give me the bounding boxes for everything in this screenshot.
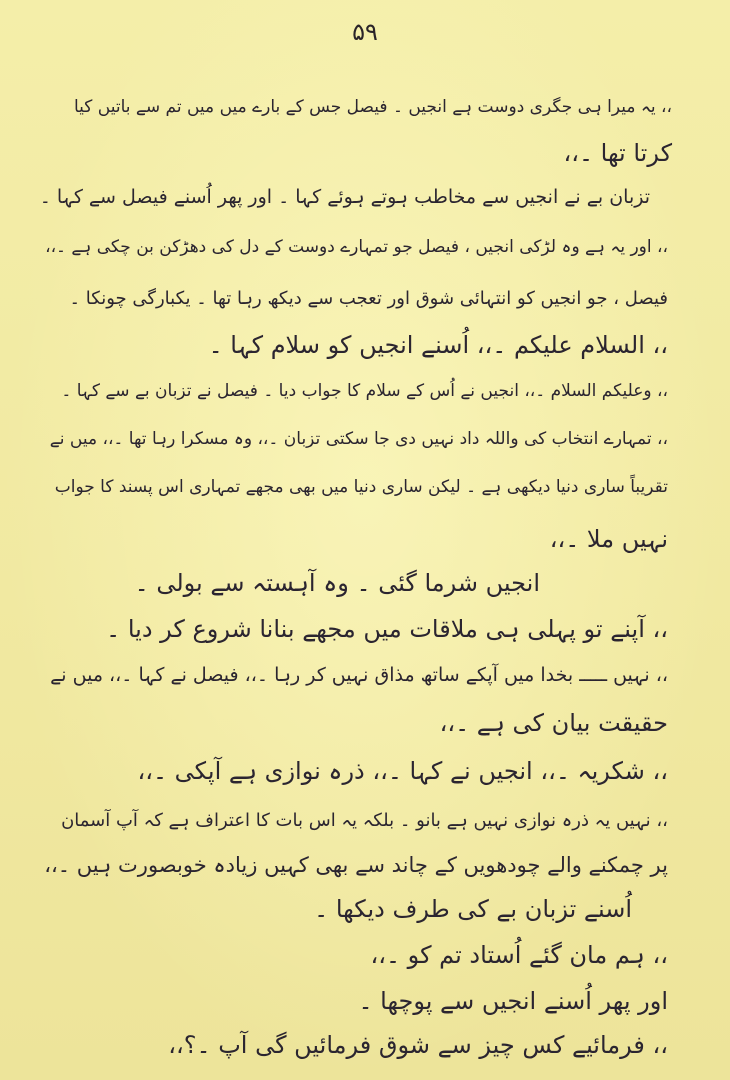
text-line: انجیں شرما گئی ۔ وہ آہستہ سے بولی ۔ — [134, 569, 540, 597]
text-line: فیصل ، جو انجیں کو انتہائی شوق اور تعجب سے دیکھ رہا تھا ۔ یکبارگی چونکا ۔ — [69, 288, 668, 309]
text-line: نہیں ملا ۔،، — [549, 525, 668, 553]
text-line: ،، نہیں یہ ذرہ نوازی نہیں ہے بانو ۔ بلکہ یہ اس بات کا اعتراف ہے کہ آپ آسمان — [61, 810, 668, 831]
text-line: ،، تمہارے انتخاب کی واللہ داد نہیں دی جا سکتی تزبان ۔،، وہ مسکرا رہا تھا ۔،، میں نے — [49, 429, 668, 449]
page-number: ۵۹ — [352, 18, 378, 46]
text-line: ،، آپنے تو پہلی ہی ملاقات میں مجھے بنانا شروع کر دیا ۔ — [106, 615, 668, 643]
text-line: ،، السلام علیکم ۔،، اُسنے انجیں کو سلام کہا ۔ — [208, 331, 668, 359]
text-line: ،، اور یہ ہے وہ لڑکی انجیں ، فیصل جو تمہارے دوست کے دل کی دھڑکن بن چکی ہے ۔،، — [45, 237, 668, 257]
text-line: ،، ہم مان گئے اُستاد تم کو ۔،، — [370, 941, 668, 969]
text-line: ،، نہیں ـــــ بخدا میں آپکے ساتھ مذاق نہیں کر رہا ۔،، فیصل نے کہا ۔،، میں نے — [50, 664, 668, 686]
text-line: اُسنے تزبان بے کی طرف دیکھا ۔ — [314, 895, 632, 923]
text-line: پر چمکنے والے چودھویں کے چاند سے بھی کہیں زیادہ خوبصورت ہیں ۔،، — [44, 853, 668, 877]
text-line: تزبان بے نے انجیں سے مخاطب ہوتے ہوئے کہا ۔ اور پھر اُسنے فیصل سے کہا ۔ — [39, 186, 650, 208]
text-line: کرتا تھا ۔،، — [563, 139, 672, 167]
text-line: حقیقت بیان کی ہے ۔،، — [439, 709, 668, 737]
text-line: تقریباً ساری دنیا دیکھی ہے ۔ لیکن ساری دنیا میں بھی مجھے تمہاری اس پسند کا جواب — [54, 477, 668, 497]
text-line: اور پھر اُسنے انجیں سے پوچھا ۔ — [358, 987, 668, 1015]
text-line: ،، یہ میرا ہی جگری دوست ہے انجیں ۔ فیصل جس کے بارے میں میں تم سے باتیں کیا — [74, 97, 672, 117]
text-line: ،، فرمائیے کس چیز سے شوق فرمائیں گی آپ ۔؟،، — [168, 1031, 668, 1059]
text-line: ،، شکریہ ۔،، انجیں نے کہا ۔،، ذرہ نوازی ہے آپکی ۔،، — [137, 757, 668, 785]
text-line: ،، وعلیکم السلام ۔،، انجیں نے اُس کے سلام کا جواب دیا ۔ فیصل نے تزبان بے سے کہا ۔ — [61, 381, 668, 401]
